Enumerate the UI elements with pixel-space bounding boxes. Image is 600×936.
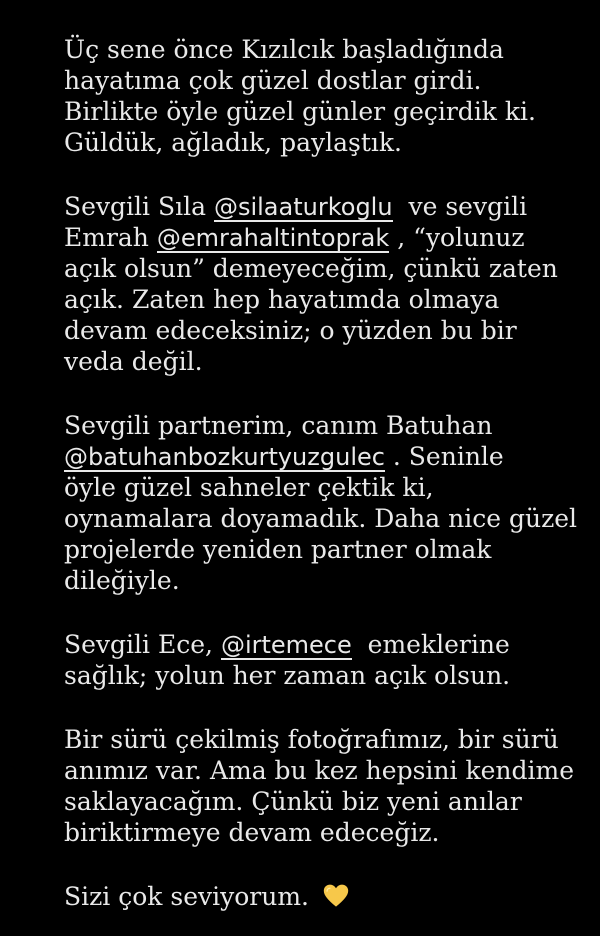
text-line bbox=[64, 881, 570, 912]
text-line bbox=[64, 629, 570, 660]
text-line bbox=[64, 441, 570, 472]
text-line: sağlık; yolun her zaman açık olsun. bbox=[64, 661, 511, 690]
text-line: anımız var. Ama bu kez hepsini kendime bbox=[64, 756, 574, 785]
text-line bbox=[64, 222, 570, 253]
text-line: projelerde yeniden partner olmak bbox=[64, 535, 492, 564]
text-fragment: Emrah bbox=[64, 223, 149, 252]
text-line: biriktirmeye devam edeceğiz. bbox=[64, 818, 440, 847]
paragraph-memories bbox=[64, 724, 574, 848]
yellow-heart-icon bbox=[323, 883, 349, 909]
mention-batuhanbozkurtyuzgulec[interactable]: @batuhanbozkurtyuzgulec bbox=[64, 443, 385, 471]
text-fragment: . Seninle bbox=[392, 442, 504, 471]
text-fragment: Sevgili Sıla bbox=[64, 192, 207, 221]
text-line: öyle güzel sahneler çektik ki, bbox=[64, 473, 434, 502]
text-fragment: emeklerine bbox=[367, 630, 510, 659]
text-fragment: , “yolunuz bbox=[397, 223, 525, 252]
text-line: saklayacağım. Çünkü biz yeni anılar bbox=[64, 787, 522, 816]
mention-irtemece[interactable]: @irtemece bbox=[220, 631, 352, 659]
text-line: veda değil. bbox=[64, 347, 203, 376]
text-fragment: ve sevgili bbox=[408, 192, 528, 221]
text-line: Birlikte öyle güzel günler geçirdik ki. bbox=[64, 97, 536, 126]
paragraph-intro bbox=[64, 34, 570, 158]
mention-emrahaltintoprak[interactable]: @emrahaltintoprak bbox=[156, 224, 390, 252]
text-line: Üç sene önce Kızılcık başladığında bbox=[64, 35, 504, 64]
text-line: devam edeceksiniz; o yüzden bu bir bbox=[64, 316, 517, 345]
text-line: hayatıma çok güzel dostlar girdi. bbox=[64, 66, 482, 95]
text-line: oynamalara doyamadık. Daha nice güzel bbox=[64, 504, 578, 533]
text-line: Bir sürü çekilmiş fotoğrafımız, bir sürü bbox=[64, 725, 559, 754]
text-fragment: Sevgili Ece, bbox=[64, 630, 213, 659]
text-line: açık olsun” demeyeceğim, çünkü zaten bbox=[64, 254, 558, 283]
mention-silaaturkoglu[interactable]: @silaaturkoglu bbox=[213, 193, 393, 221]
text-line: dileğiyle. bbox=[64, 566, 180, 595]
paragraph-ece bbox=[64, 629, 570, 691]
paragraph-closing bbox=[64, 881, 570, 912]
text-line: açık. Zaten hep hayatımda olmaya bbox=[64, 285, 500, 314]
text-line: Güldük, ağladık, paylaştık. bbox=[64, 128, 402, 157]
text-line: Sevgili partnerim, canım Batuhan bbox=[64, 411, 493, 440]
text-line bbox=[64, 191, 570, 222]
paragraph-sila-emrah bbox=[64, 191, 570, 377]
text-fragment: Sizi çok seviyorum. bbox=[64, 882, 310, 911]
paragraph-batuhan bbox=[64, 410, 578, 596]
